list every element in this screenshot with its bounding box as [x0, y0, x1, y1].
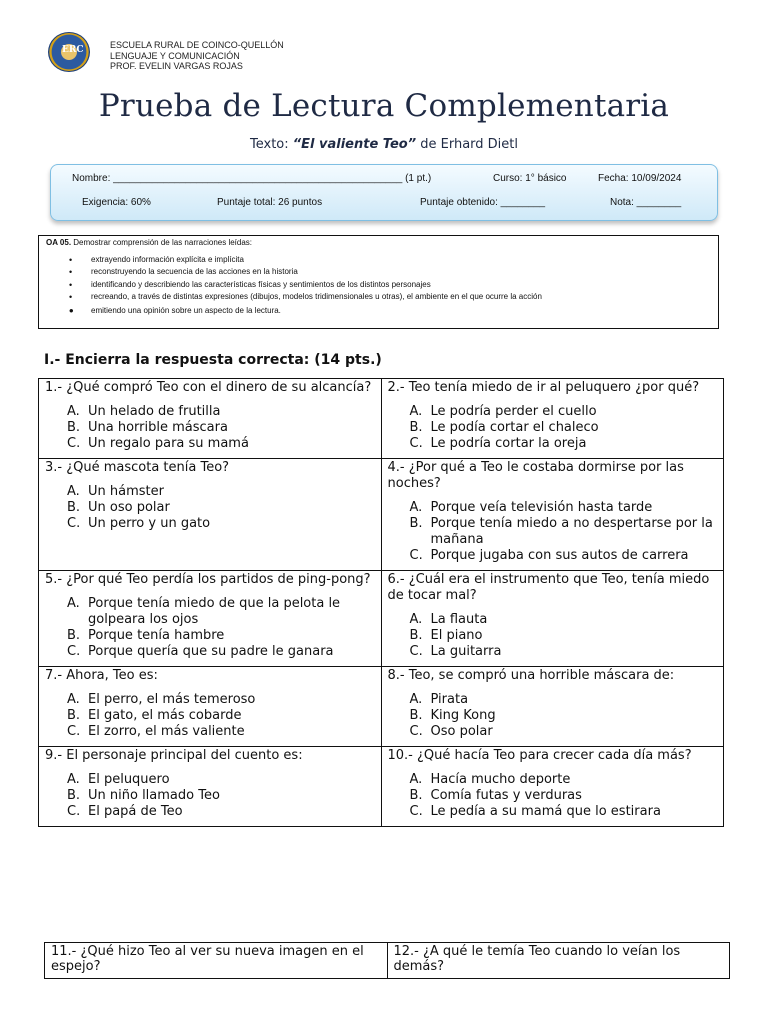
- answer-option[interactable]: [67, 420, 375, 436]
- option-text: Porque veía televisión hasta tarde: [430, 500, 653, 515]
- option-text: Le pedía a su mamá que lo estirara: [430, 804, 661, 819]
- answer-options: [388, 692, 718, 740]
- section-title: I.- Encierra la respuesta correcta: (14 pts.): [44, 352, 382, 368]
- option-text: El papá de Teo: [88, 804, 183, 819]
- question-6: [381, 571, 724, 667]
- option-letter: B.: [67, 708, 81, 723]
- option-text: El perro, el más temeroso: [88, 692, 256, 707]
- option-letter: A.: [67, 692, 80, 707]
- school-info: [110, 40, 284, 72]
- option-letter: A.: [409, 612, 423, 627]
- answer-option[interactable]: [410, 788, 718, 804]
- question-row: [39, 571, 724, 667]
- exigencia-label: Exigencia: 60%: [82, 197, 151, 208]
- answer-option[interactable]: [410, 772, 718, 788]
- answer-option[interactable]: [67, 628, 375, 644]
- answer-option[interactable]: [67, 804, 375, 820]
- question-4: [381, 459, 724, 571]
- answer-option[interactable]: [410, 548, 718, 564]
- answer-option[interactable]: [410, 708, 718, 724]
- objective-list: [69, 254, 542, 317]
- answer-options: [388, 500, 718, 564]
- answer-option[interactable]: [67, 596, 375, 628]
- option-letter: C.: [409, 724, 423, 739]
- answer-options: [45, 772, 375, 820]
- subtitle-author: de Erhard Dietl: [416, 137, 518, 152]
- option-text: Porque quería que su padre le ganara: [88, 644, 334, 659]
- option-letter: C.: [409, 548, 423, 563]
- option-text: Un hámster: [88, 484, 164, 499]
- answer-option[interactable]: [67, 644, 375, 660]
- option-text: Un regalo para su mamá: [88, 436, 249, 451]
- question-12: 12.- ¿A qué le temía Teo cuando lo veían los demás?: [387, 943, 730, 979]
- question-2: [381, 379, 724, 459]
- question-8: [381, 667, 724, 747]
- school-header: [48, 32, 728, 76]
- option-text: Comía futas y verduras: [430, 788, 582, 803]
- question-text: 4.- ¿Por qué a Teo le costaba dormirse por las noches?: [387, 460, 684, 491]
- objective-item: • recreando, a través de distintas expresiones (dibujos, modelos tridimensionales u otras), el ambiente en el que ocurre la acción: [69, 291, 542, 303]
- option-letter: A.: [67, 772, 80, 787]
- student-info-box: [50, 164, 718, 221]
- option-letter: C.: [409, 804, 423, 819]
- answer-option[interactable]: [410, 612, 718, 628]
- option-text: El zorro, el más valiente: [88, 724, 245, 739]
- teacher-name: PROF. EVELIN VARGAS ROJAS: [110, 61, 243, 71]
- question-7: [39, 667, 382, 747]
- option-letter: A.: [409, 692, 423, 707]
- answer-option[interactable]: [410, 804, 718, 820]
- book-title: “El valiente Teo”: [292, 137, 417, 152]
- answer-option[interactable]: [410, 404, 718, 420]
- answer-option[interactable]: [67, 484, 375, 500]
- option-text: Le podría perder el cuello: [430, 404, 597, 419]
- question-text: 10.- ¿Qué hacía Teo para crecer cada día más?: [387, 748, 692, 763]
- option-text: Oso polar: [430, 724, 493, 739]
- answer-option[interactable]: [67, 516, 375, 532]
- option-letter: C.: [409, 644, 423, 659]
- option-text: Pirata: [430, 692, 469, 707]
- question-row: [39, 459, 724, 571]
- answer-option[interactable]: [67, 436, 375, 452]
- option-text: Un oso polar: [88, 500, 170, 515]
- option-letter: A.: [409, 772, 423, 787]
- objective-box: [38, 235, 719, 329]
- question-text: 8.- Teo, se compró una horrible máscara de:: [387, 668, 675, 683]
- option-text: La flauta: [430, 612, 488, 627]
- question-text: 6.- ¿Cuál era el instrumento que Teo, tenía miedo de tocar mal?: [387, 572, 710, 603]
- option-text: Le podría cortar la oreja: [430, 436, 587, 451]
- option-text: La guitarra: [430, 644, 502, 659]
- answer-option[interactable]: [67, 692, 375, 708]
- question-text: 9.- El personaje principal del cuento es:: [45, 748, 303, 763]
- question-3: [39, 459, 382, 571]
- total-score-label: Puntaje total: 26 puntos: [217, 197, 323, 208]
- objective-item: • emitiendo una opinión sobre un aspecto de la lectura.: [69, 303, 542, 317]
- answer-options: [388, 612, 718, 660]
- answer-option[interactable]: [67, 772, 375, 788]
- option-letter: B.: [409, 708, 423, 723]
- answer-option[interactable]: [67, 788, 375, 804]
- answer-option[interactable]: [410, 436, 718, 452]
- option-letter: A.: [67, 596, 80, 611]
- option-letter: C.: [67, 644, 81, 659]
- option-letter: C.: [67, 804, 81, 819]
- option-letter: B.: [409, 516, 423, 531]
- score-obtained-field[interactable]: Puntaje obtenido: ________: [420, 197, 546, 208]
- answer-option[interactable]: [67, 500, 375, 516]
- question-text: 5.- ¿Por qué Teo perdía los partidos de ping-pong?: [45, 572, 371, 587]
- objective-code: OA 05.: [46, 238, 72, 247]
- question-text: 2.- Teo tenía miedo de ir al peluquero ¿por qué?: [387, 380, 700, 395]
- date-label: Fecha: 10/09/2024: [598, 173, 682, 184]
- option-letter: B.: [67, 628, 81, 643]
- option-text: Hacía mucho deporte: [430, 772, 571, 787]
- question-11: 11.- ¿Qué hizo Teo al ver su nueva imagen en el espejo?: [45, 943, 388, 979]
- option-text: Un niño llamado Teo: [88, 788, 220, 803]
- course-label: Curso: 1° básico: [493, 173, 567, 184]
- option-letter: B.: [67, 500, 81, 515]
- answer-option[interactable]: [67, 708, 375, 724]
- question-text: 3.- ¿Qué mascota tenía Teo?: [45, 460, 230, 475]
- answer-options: [45, 692, 375, 740]
- objective-text: Demostrar comprensión de las narraciones leídas:: [71, 238, 253, 247]
- option-letter: C.: [67, 516, 81, 531]
- school-logo: ERC: [48, 32, 90, 72]
- answer-options: [388, 404, 718, 452]
- answer-option[interactable]: [410, 692, 718, 708]
- question-row: [39, 667, 724, 747]
- objective-item: • extrayendo información explícita e implícita: [69, 254, 542, 266]
- question-text: 7.- Ahora, Teo es:: [45, 668, 158, 683]
- answer-option[interactable]: [67, 404, 375, 420]
- option-letter: C.: [67, 436, 81, 451]
- option-letter: B.: [409, 420, 423, 435]
- objective-item: • reconstruyendo la secuencia de las acciones en la historia: [69, 266, 542, 278]
- subtitle-prefix: Texto:: [250, 137, 293, 152]
- option-letter: A.: [67, 404, 80, 419]
- answer-option[interactable]: [67, 724, 375, 740]
- option-text: Un perro y un gato: [88, 516, 211, 531]
- questions-table-next: [44, 942, 730, 979]
- answer-option[interactable]: [410, 628, 718, 644]
- question-row: [39, 379, 724, 459]
- answer-options: [45, 404, 375, 452]
- answer-option[interactable]: [410, 500, 718, 516]
- option-letter: B.: [409, 788, 423, 803]
- objective-title: [46, 238, 252, 247]
- question-10: [381, 747, 724, 827]
- book-subtitle: [0, 137, 768, 152]
- option-letter: C.: [409, 436, 423, 451]
- option-letter: A.: [409, 404, 423, 419]
- option-text: Porque tenía hambre: [88, 628, 225, 643]
- questions-table: [38, 378, 724, 827]
- objective-item: • identificando y describiendo las características físicas y sentimientos de los distintos personajes: [69, 279, 542, 291]
- answer-options: [45, 596, 375, 660]
- option-text: Le podía cortar el chaleco: [430, 420, 599, 435]
- name-field[interactable]: Nombre: ____________________________________________________ (1 pt.): [72, 173, 432, 184]
- option-text: El piano: [430, 628, 483, 643]
- answer-option[interactable]: [410, 724, 718, 740]
- option-text: Una horrible máscara: [88, 420, 228, 435]
- question-text: 1.- ¿Qué compró Teo con el dinero de su alcancía?: [45, 380, 372, 395]
- option-text: King Kong: [430, 708, 496, 723]
- question-5: [39, 571, 382, 667]
- answer-option[interactable]: [410, 644, 718, 660]
- page-title: Prueba de Lectura Complementaria: [98, 88, 670, 124]
- option-text: El peluquero: [88, 772, 170, 787]
- question-row: [39, 747, 724, 827]
- answer-option[interactable]: [410, 420, 718, 436]
- option-letter: A.: [67, 484, 80, 499]
- question-1: [39, 379, 382, 459]
- option-text: Porque tenía miedo a no despertarse por la mañana: [430, 516, 713, 547]
- option-letter: C.: [67, 724, 81, 739]
- option-letter: B.: [409, 628, 423, 643]
- option-text: El gato, el más cobarde: [88, 708, 242, 723]
- option-text: Porque jugaba con sus autos de carrera: [430, 548, 689, 563]
- question-9: [39, 747, 382, 827]
- school-name: ESCUELA RURAL DE COINCO-QUELLÓN: [110, 40, 284, 50]
- option-letter: B.: [67, 788, 81, 803]
- option-letter: A.: [409, 500, 423, 515]
- grade-field[interactable]: Nota: ________: [610, 197, 682, 208]
- answer-options: [45, 484, 375, 532]
- option-text: Un helado de frutilla: [88, 404, 221, 419]
- answer-option[interactable]: [410, 516, 718, 548]
- answer-options: [388, 772, 718, 820]
- option-text: Porque tenía miedo de que la pelota le golpeara los ojos: [88, 596, 341, 627]
- subject-name: LENGUAJE Y COMUNICACIÓN: [110, 50, 240, 61]
- option-letter: B.: [67, 420, 81, 435]
